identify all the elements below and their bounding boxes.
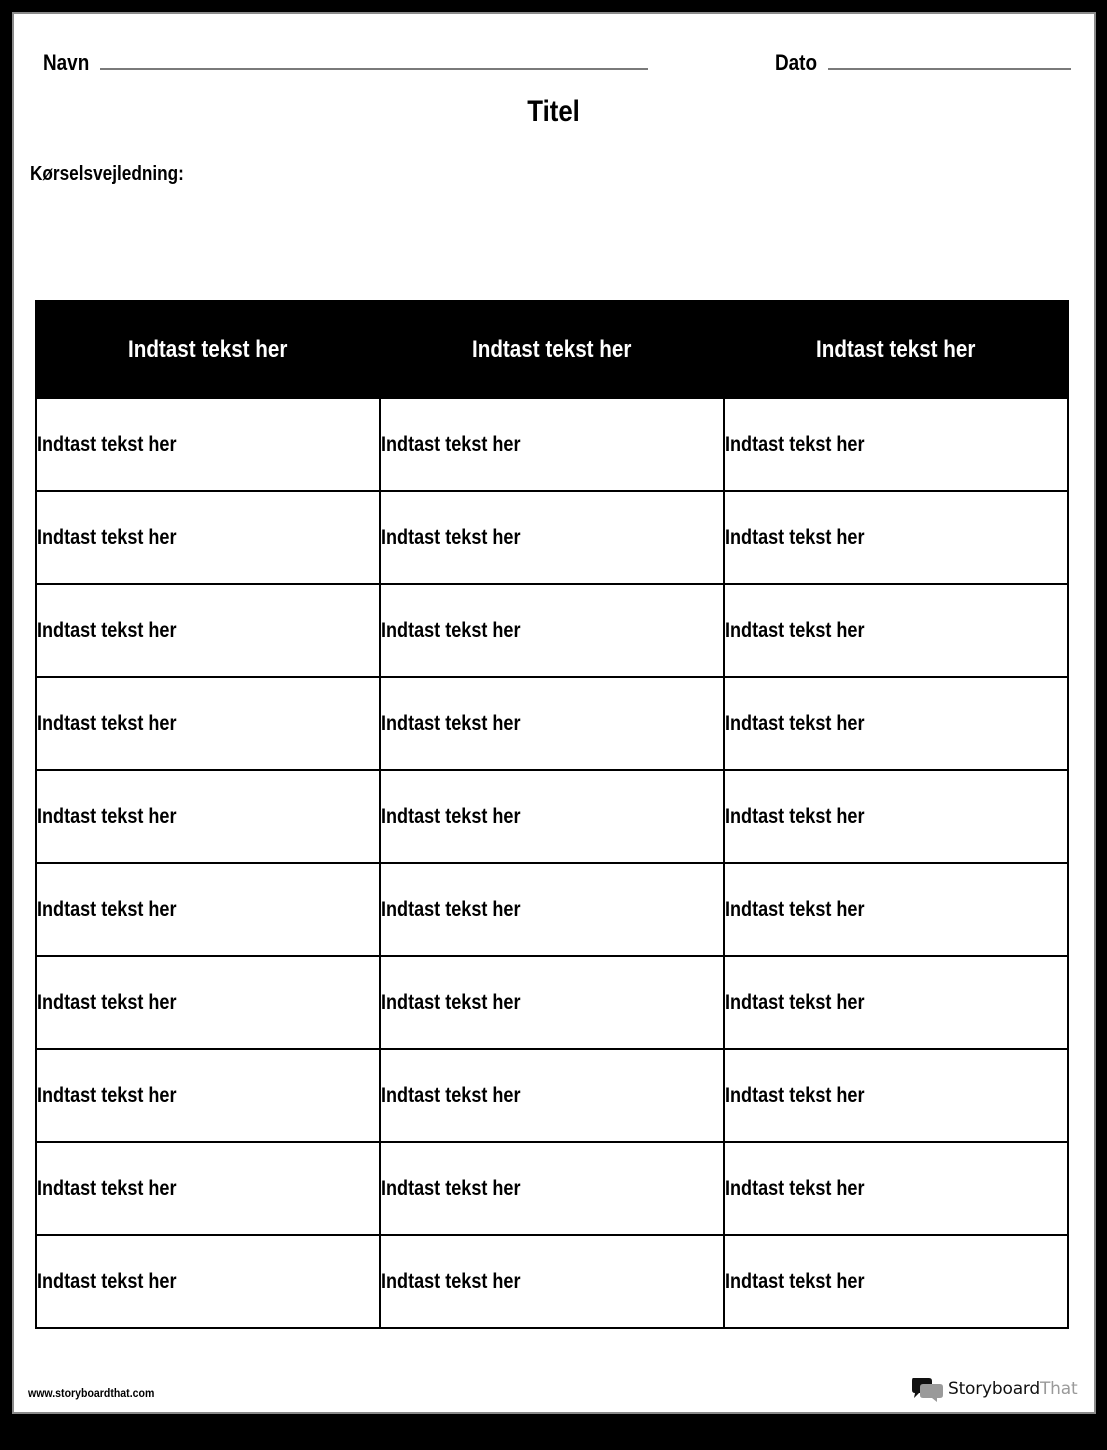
cell-text: Indtast tekst her — [381, 897, 521, 921]
table-cell[interactable] — [36, 1235, 380, 1328]
cell-text: Indtast tekst her — [37, 618, 177, 642]
cell-text: Indtast tekst her — [725, 432, 865, 456]
table-cell[interactable] — [380, 677, 724, 770]
cell-text: Indtast tekst her — [381, 990, 521, 1014]
table-cell[interactable] — [36, 1142, 380, 1235]
cell-text: Indtast tekst her — [37, 1083, 177, 1107]
cell-text: Indtast tekst her — [381, 1176, 521, 1200]
cell-text: Indtast tekst her — [381, 618, 521, 642]
cell-text: Indtast tekst her — [381, 1083, 521, 1107]
column-header-text: Indtast tekst her — [128, 335, 288, 363]
table-row — [36, 956, 1068, 1049]
cell-text: Indtast tekst her — [725, 1269, 865, 1293]
name-label: Navn — [43, 50, 90, 75]
cell-text: Indtast tekst her — [37, 525, 177, 549]
table-cell[interactable] — [724, 584, 1068, 677]
table-cell[interactable] — [36, 584, 380, 677]
table-row — [36, 491, 1068, 584]
cell-text: Indtast tekst her — [725, 1176, 865, 1200]
table-cell[interactable] — [724, 1142, 1068, 1235]
table-cell[interactable] — [36, 491, 380, 584]
table-cell[interactable] — [380, 1235, 724, 1328]
column-header[interactable] — [724, 301, 1068, 398]
table-header-row — [36, 301, 1068, 398]
worksheet-page — [12, 12, 1096, 1414]
footer-url: www.storyboardthat.com — [28, 1386, 155, 1400]
table-cell[interactable] — [724, 398, 1068, 491]
cell-text: Indtast tekst her — [381, 525, 521, 549]
cell-text: Indtast tekst her — [37, 897, 177, 921]
table-cell[interactable] — [380, 1142, 724, 1235]
brand-name-secondary: That — [1040, 1379, 1078, 1399]
cell-text: Indtast tekst her — [37, 711, 177, 735]
cell-text: Indtast tekst her — [381, 1269, 521, 1293]
date-label: Dato — [775, 50, 818, 75]
table-row — [36, 1235, 1068, 1328]
storyboardthat-logo — [910, 1374, 1077, 1404]
table-cell[interactable] — [724, 1235, 1068, 1328]
table-cell[interactable] — [724, 491, 1068, 584]
cell-text: Indtast tekst her — [381, 432, 521, 456]
cell-text: Indtast tekst her — [725, 711, 865, 735]
table-row — [36, 398, 1068, 491]
table-cell[interactable] — [36, 398, 380, 491]
cell-text: Indtast tekst her — [725, 618, 865, 642]
cell-text: Indtast tekst her — [37, 1269, 177, 1293]
cell-text: Indtast tekst her — [37, 804, 177, 828]
table-row — [36, 1142, 1068, 1235]
cell-text: Indtast tekst her — [725, 990, 865, 1014]
table-cell[interactable] — [380, 584, 724, 677]
cell-text: Indtast tekst her — [37, 432, 177, 456]
column-header-text: Indtast tekst her — [816, 335, 976, 363]
date-input-line[interactable] — [828, 68, 1071, 70]
page-title[interactable] — [14, 94, 1094, 130]
table-cell[interactable] — [380, 956, 724, 1049]
table-cell[interactable] — [36, 1049, 380, 1142]
cell-text: Indtast tekst her — [37, 990, 177, 1014]
table-cell[interactable] — [380, 1049, 724, 1142]
table-row — [36, 677, 1068, 770]
column-header[interactable] — [36, 301, 380, 398]
table-cell[interactable] — [36, 677, 380, 770]
brand-name — [948, 1379, 1077, 1399]
speech-bubbles-icon — [910, 1376, 944, 1402]
table-cell[interactable] — [36, 956, 380, 1049]
column-header-text: Indtast tekst her — [472, 335, 632, 363]
instructions-label[interactable]: Kørselsvejledning: — [30, 163, 184, 185]
table-cell[interactable] — [380, 863, 724, 956]
table-cell[interactable] — [724, 956, 1068, 1049]
cell-text: Indtast tekst her — [37, 1176, 177, 1200]
column-header[interactable] — [380, 301, 724, 398]
worksheet-table — [35, 300, 1069, 1329]
cell-text: Indtast tekst her — [725, 804, 865, 828]
table-cell[interactable] — [724, 677, 1068, 770]
name-input-line[interactable] — [100, 68, 648, 70]
table-cell[interactable] — [724, 1049, 1068, 1142]
table-cell[interactable] — [380, 398, 724, 491]
table-row — [36, 770, 1068, 863]
page-title-text: Titel — [527, 95, 581, 128]
cell-text: Indtast tekst her — [381, 804, 521, 828]
table-cell[interactable] — [36, 863, 380, 956]
cell-text: Indtast tekst her — [381, 711, 521, 735]
cell-text: Indtast tekst her — [725, 1083, 865, 1107]
table-cell[interactable] — [724, 770, 1068, 863]
table-cell[interactable] — [36, 770, 380, 863]
table-row — [36, 863, 1068, 956]
brand-name-primary: Storyboard — [948, 1379, 1040, 1399]
table-row — [36, 584, 1068, 677]
cell-text: Indtast tekst her — [725, 525, 865, 549]
table-cell[interactable] — [380, 491, 724, 584]
cell-text: Indtast tekst her — [725, 897, 865, 921]
table-cell[interactable] — [380, 770, 724, 863]
table-row — [36, 1049, 1068, 1142]
table-cell[interactable] — [724, 863, 1068, 956]
